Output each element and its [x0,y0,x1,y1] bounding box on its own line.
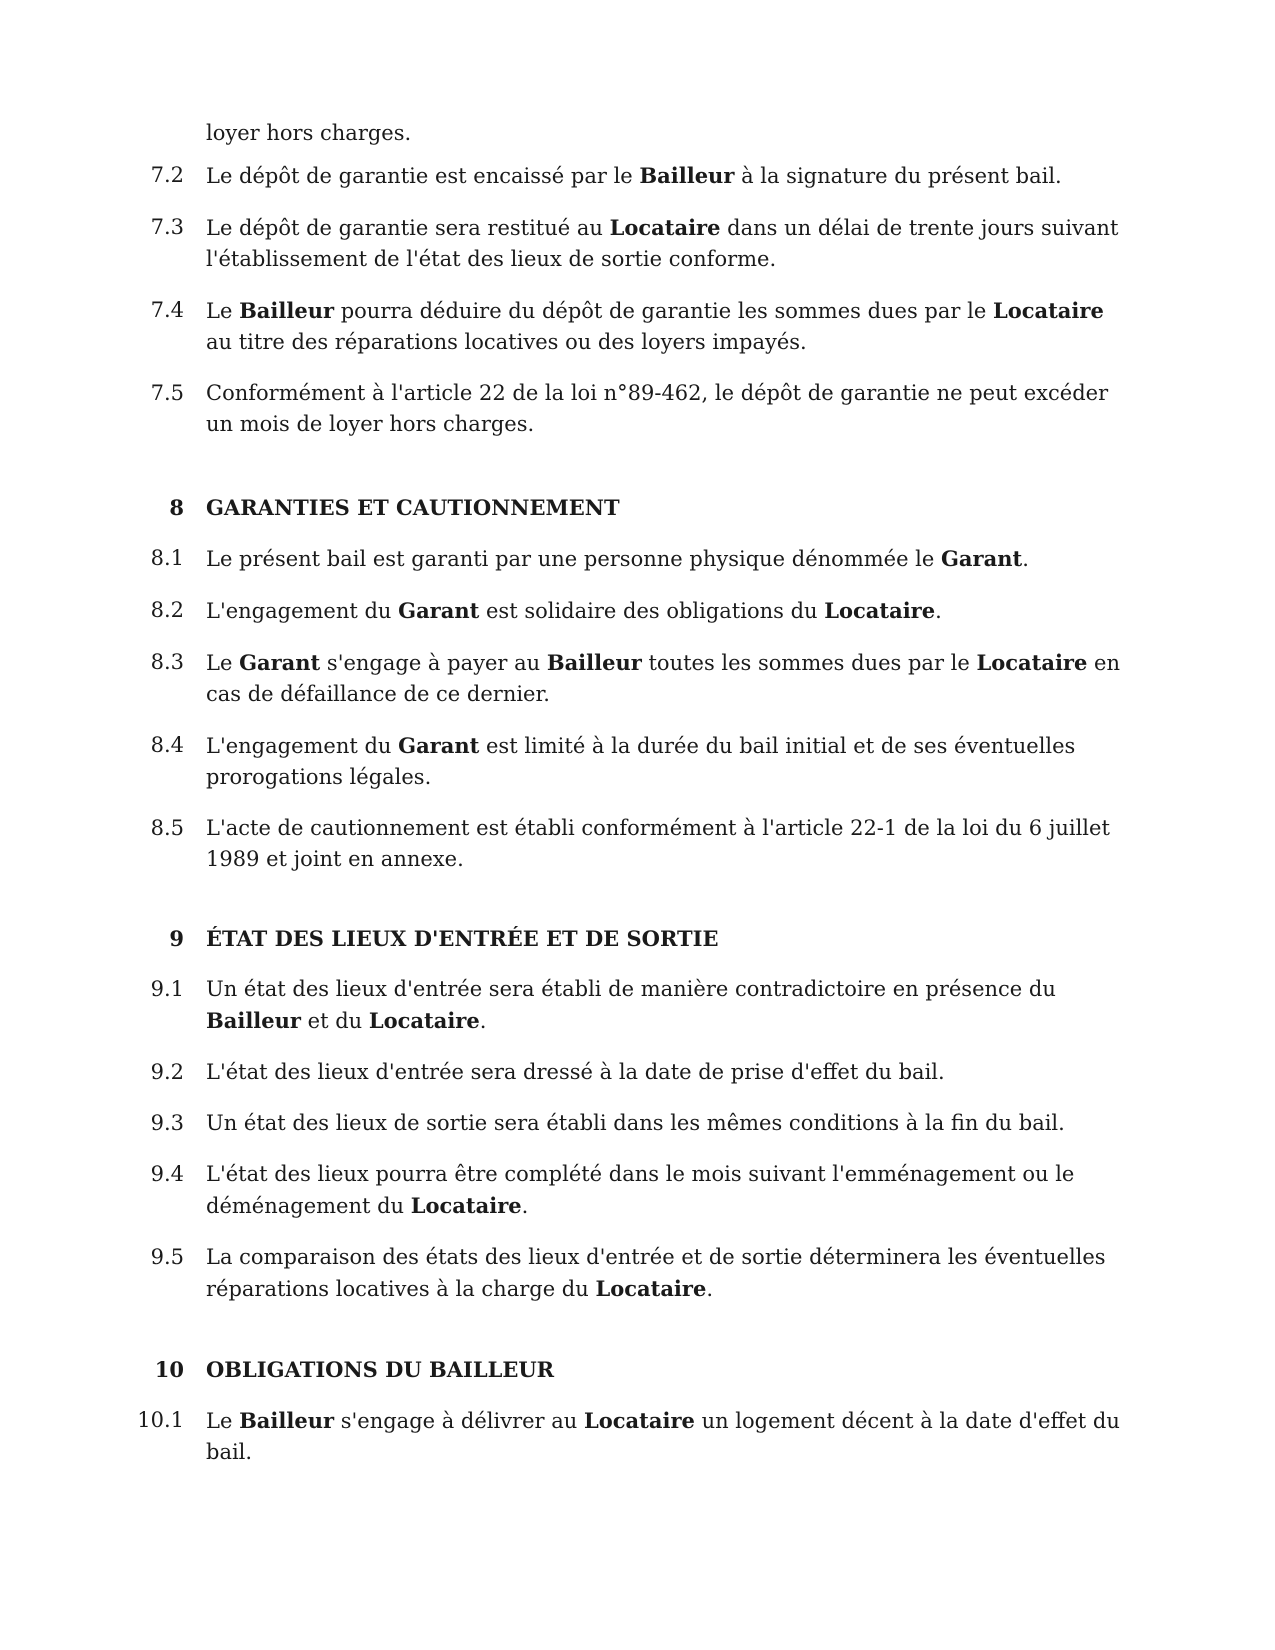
clause [0,1108,1275,1139]
party-name: Bailleur [546,650,642,675]
section-title: GARANTIES ET CAUTIONNEMENT [206,495,620,520]
section-8 [0,492,1275,895]
clause-number: 8.3 [150,650,184,674]
section-heading [0,923,1275,954]
clause-text: L'engagement du Garant est solidaire des obligations du Locataire. [206,598,942,623]
party-name: Locataire [824,598,936,623]
clause-number: 9.1 [150,977,184,1001]
clause-number: 8.1 [150,546,184,570]
clause-text: Le dépôt de garantie sera restitué au Locataire dans un délai de trente jours suivant l'établissement de l'état des lieux de sortie conforme. [206,215,1119,271]
section-number: 10 [154,1357,184,1382]
clause [0,212,1275,275]
clause-text: Le Garant s'engage à payer au Bailleur toutes les sommes dues par le Locataire en cas de défaillance de ce dernier. [206,650,1121,706]
clause [0,974,1275,1037]
clause [0,595,1275,627]
clause-number: 9.4 [150,1162,184,1186]
clause [0,813,1275,875]
clause [0,1159,1275,1222]
clause-text: Un état des lieux de sortie sera établi dans les mêmes conditions à la fin du bail. [206,1111,1065,1135]
clause-number: 7.3 [150,215,184,239]
party-name: Locataire [992,298,1104,323]
clause-number: 7.5 [150,381,184,405]
party-name: Locataire [584,1408,695,1433]
clause-number: 7.2 [150,163,184,187]
clause [0,1242,1275,1305]
clause-text: Un état des lieux d'entrée sera établi de manière contradictoire en présence du Bailleur et du Locataire. [206,977,1056,1033]
clause-text: Conformément à l'article 22 de la loi n°89-462, le dépôt de garantie ne peut excéder un mois de loyer hors charges. [206,381,1109,436]
section-number: 8 [169,495,184,520]
section-heading [0,492,1275,523]
clause [0,378,1275,440]
clause-text: L'engagement du Garant est limité à la durée du bail initial et de ses éventuelles prorogations légales. [206,733,1076,789]
party-name: Locataire [609,215,721,240]
clause-text: Le Bailleur pourra déduire du dépôt de garantie les sommes dues par le Locataire au titre des réparations locatives ou des loyers impayés. [206,298,1104,354]
clause [0,1405,1275,1468]
clause-text: La comparaison des états des lieux d'entrée et de sortie déterminera les éventuelles réparations locatives à la charge du Locataire. [206,1245,1106,1301]
section-number: 9 [169,926,184,951]
clause [0,295,1275,358]
party-name: Garant [398,733,480,758]
party-name: Garant [398,598,480,623]
clause-text: L'état des lieux pourra être complété dans le mois suivant l'emménagement ou le déménagement du Locataire. [206,1162,1075,1218]
clause-number: 7.4 [150,298,184,322]
clause-number: 9.3 [150,1111,184,1135]
clause-number: 10.1 [137,1408,184,1432]
section-title: ÉTAT DES LIEUX D'ENTRÉE ET DE SORTIE [206,926,719,951]
section-heading [0,1354,1275,1385]
clause-text: Le dépôt de garantie est encaissé par le Bailleur à la signature du présent bail. [206,163,1062,188]
section-7-clauses [0,160,1275,460]
party-name: Locataire [595,1276,707,1301]
clause [0,160,1275,192]
party-name: Garant [941,546,1023,571]
clause-text: Le présent bail est garanti par une personne physique dénommée le Garant. [206,546,1029,571]
party-name: Locataire [368,1008,480,1033]
party-name: Bailleur [239,298,335,323]
clause-number: 8.4 [150,733,184,757]
clause-number: 9.5 [150,1245,184,1269]
section-10 [0,1354,1275,1488]
section-title: OBLIGATIONS DU BAILLEUR [206,1357,555,1382]
party-name: Locataire [976,650,1088,675]
party-name: Bailleur [639,163,735,188]
clause-text: Le Bailleur s'engage à délivrer au Locataire un logement décent à la date d'effet du bail. [206,1408,1120,1464]
clause-number: 8.5 [150,816,184,840]
clause-text: L'état des lieux d'entrée sera dressé à la date de prise d'effet du bail. [206,1060,945,1084]
section-9 [0,923,1275,1325]
clause-text: L'acte de cautionnement est établi conformément à l'article 22-1 de la loi du 6 juillet 1989 et joint en annexe. [206,816,1110,871]
clause [0,1057,1275,1088]
continuation-text: loyer hors charges. [206,121,412,145]
clause-number: 8.2 [150,598,184,622]
clause [0,647,1275,710]
party-name: Bailleur [239,1408,335,1433]
party-name: Locataire [410,1193,522,1218]
party-name: Bailleur [206,1008,301,1033]
clause [0,730,1275,793]
party-name: Garant [239,650,321,675]
clause-number: 9.2 [150,1060,184,1084]
clause [0,543,1275,575]
